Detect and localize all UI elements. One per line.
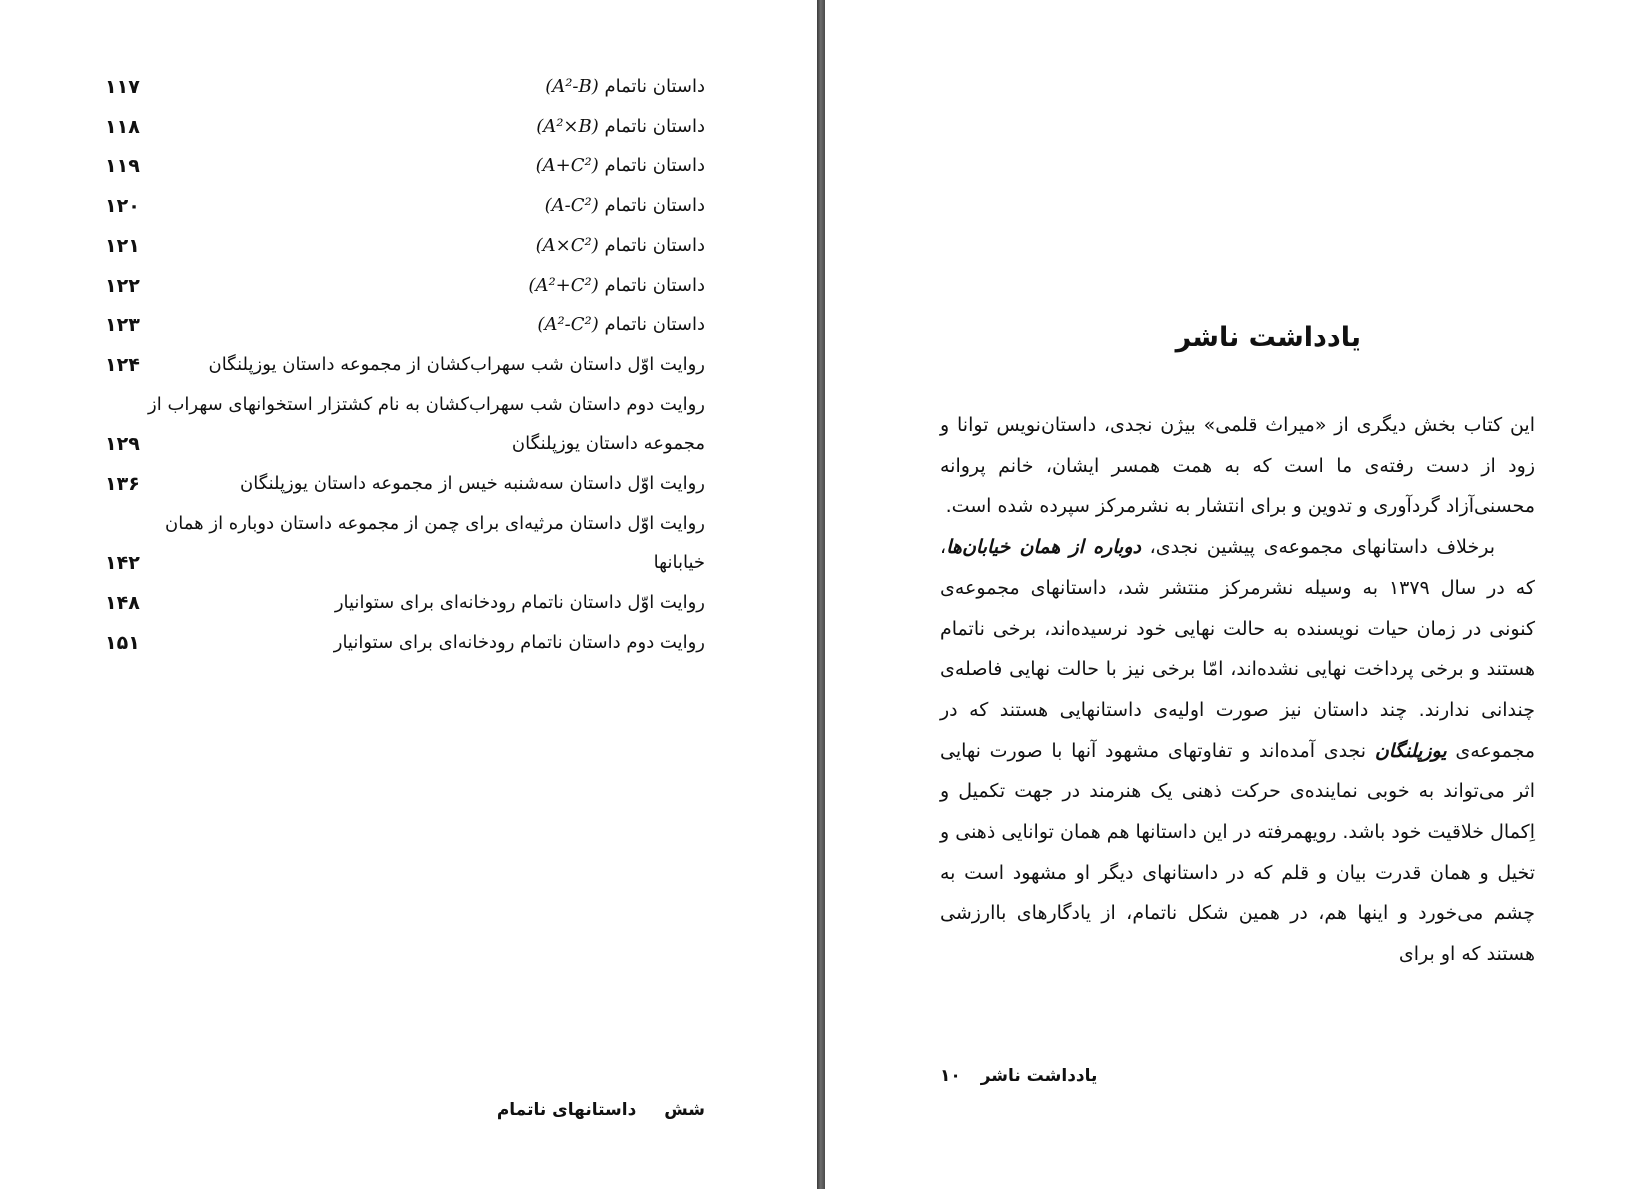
- toc-page-number: ۱۴۲: [105, 552, 140, 575]
- toc-entry-text: روایت اوّل داستان مرثیه‌ای برای چمن از مجموعه داستان دوباره از همان: [165, 512, 705, 534]
- toc-page-number: ۱۵۱: [105, 631, 140, 654]
- toc-entry: [100, 310, 705, 340]
- toc-entry: [100, 231, 705, 261]
- toc-entry-title: [160, 350, 705, 380]
- toc-entry-formula: (A+C²): [535, 155, 599, 177]
- paragraph: [940, 527, 1535, 975]
- toc-entry-title: [160, 72, 705, 102]
- toc-page-number: ۱۲۰: [105, 195, 140, 218]
- toc-entry-text: داستان ناتمام: [604, 76, 705, 97]
- toc-page-number: ۱۳۶: [105, 473, 140, 495]
- toc-entry-formula: (A²×B): [536, 115, 599, 137]
- toc-page-number: ۱۲۹: [105, 433, 140, 456]
- toc-page-number: ۱۲۴: [105, 353, 140, 376]
- toc-entry-title: [160, 628, 705, 658]
- toc-entry-text: داستان ناتمام: [604, 115, 705, 137]
- toc-entry-title: [160, 310, 705, 340]
- running-title: داستانهای ناتمام: [496, 1100, 637, 1120]
- toc-page-number: ۱۲۳: [105, 314, 140, 337]
- left-page-footer: [480, 1100, 705, 1120]
- toc-entry: [100, 390, 705, 420]
- toc-entry: [100, 191, 705, 221]
- toc-entry-title: [160, 548, 705, 578]
- toc-entry-text: داستان ناتمام: [604, 234, 705, 256]
- toc-entry-title: [160, 231, 705, 261]
- toc-entry-text: داستان ناتمام: [604, 314, 705, 336]
- toc-entry-formula: (A²-B): [545, 76, 599, 97]
- toc-entry-title: [160, 112, 705, 142]
- toc-entry: [100, 112, 705, 142]
- toc-entry-title: [160, 588, 705, 618]
- toc-entry: [100, 628, 705, 658]
- toc-page-number: ۱۱۹: [105, 155, 140, 178]
- toc-entry-text: روایت اوّل داستان سه‌شنبه خیس از مجموعه داستان یوزپلنگان: [239, 473, 705, 494]
- page-number: ۱۰: [940, 1066, 961, 1086]
- toc-entry-text: مجموعه داستان یوزپلنگان: [511, 433, 705, 455]
- toc-entry-formula: (A-C²): [544, 195, 599, 217]
- paragraph-text: نجدی آمده‌اند و تفاوتهای مشهود آنها با صورت نهایی اثر می‌تواند به خوبی نماینده‌ی حرکت ذهنی یک هنرمند در جهت تکمیل و اِکمال خلاقیت خود باشد. رویهمرفته در این داستانها هم همان توانایی ذهنی و تخیل و همان قدرت بیان و قلم که در داستانهای دیگر او مشهود است به چشم می‌خورد و اینها هم، در همین شکل ناتمام، از یادگارهای باارزشی هستند که او برای: [940, 739, 1535, 966]
- toc-entry-text: داستان ناتمام: [604, 155, 705, 177]
- toc-entry-title: [160, 191, 705, 221]
- toc-entry: [100, 429, 705, 459]
- toc-entry: [100, 350, 705, 380]
- paragraph-text: برخلاف داستانهای مجموعه‌ی پیشین نجدی،: [1140, 536, 1495, 559]
- note-body: [940, 405, 1535, 975]
- book-gutter: [817, 0, 825, 1189]
- toc-entry-formula: (A²+C²): [528, 274, 599, 296]
- toc-entry: [100, 548, 705, 578]
- toc-entry-text: روایت دوم داستان ناتمام رودخانه‌ای برای ستوانیار: [333, 631, 705, 653]
- toc-entry-title: [160, 151, 705, 181]
- toc-entry-text: داستان ناتمام: [604, 274, 705, 296]
- toc-entry-title: [160, 509, 705, 539]
- toc-entry-formula: (A×C²): [535, 234, 599, 256]
- toc-entry: [100, 509, 705, 539]
- toc-page-number: ۱۲۲: [105, 274, 140, 297]
- toc-entry-title: [160, 429, 705, 459]
- page-label: شش: [664, 1100, 705, 1120]
- toc-entry: [100, 271, 705, 301]
- toc-entry: [100, 469, 705, 499]
- toc-entry: [100, 72, 705, 102]
- toc-entry-title: [160, 271, 705, 301]
- toc-entry-text: روایت اوّل داستان ناتمام رودخانه‌ای برای ستوانیار: [334, 592, 705, 614]
- paragraph: [940, 405, 1535, 527]
- paragraph-text: این کتاب بخش دیگری از «میراث قلمی» بیژن نجدی، داستان‌نویس توانا و زود از دست رفته‌ی ما است که به همت همسر ایشان، خانم پروانه محسنی‌آزاد گردآوری و تدوین و برای انتشار به نشرمرکز سپرده شده است.: [940, 414, 1535, 518]
- toc-entry-title: [148, 390, 705, 420]
- toc-entry-text: روایت اوّل داستان شب سهراب‌کشان از مجموعه داستان یوزپلنگان: [208, 353, 705, 375]
- book-title-emphasis: دوباره از همان خیابان‌ها: [946, 536, 1141, 559]
- toc-entry-text: روایت دوم داستان شب سهراب‌کشان به نام کشتزار استخوانهای سهراب از: [148, 393, 705, 415]
- toc-page-number: ۱۱۷: [105, 76, 140, 98]
- running-title: یادداشت ناشر: [980, 1066, 1098, 1086]
- left-page: [0, 0, 817, 1189]
- toc-entry: [100, 588, 705, 618]
- toc-entry-formula: (A²-C²): [537, 314, 599, 336]
- right-page: [825, 0, 1642, 1189]
- right-page-footer: [940, 1066, 1140, 1086]
- toc-page-number: ۱۱۸: [105, 115, 140, 138]
- toc-page-number: ۱۲۱: [105, 234, 140, 257]
- toc-entry-text: داستان ناتمام: [604, 195, 705, 217]
- toc-entry: [100, 151, 705, 181]
- toc-entry-title: [160, 469, 705, 499]
- paragraph-text: ، که در سال ۱۳۷۹ به وسیله نشرمرکز منتشر شد، داستانهای مجموعه‌ی کنونی در زمان حیات نویسنده به حالت نهایی خود نرسیده‌اند، برخی ناتمام هستند و برخی پرداخت نهایی نشده‌اند، امّا برخی نیز با حالت نهایی فاصله‌ی چندانی ندارند. چند داستان نیز صورت اولیه‌ی داستانهایی هستند که در مجموعه‌ی: [940, 536, 1535, 762]
- toc-entry-text: خیابانها: [653, 552, 705, 574]
- toc-page-number: ۱۴۸: [105, 592, 140, 615]
- note-title: یادداشت ناشر: [1175, 322, 1361, 353]
- book-title-emphasis: یوزپلنگان: [1374, 739, 1447, 762]
